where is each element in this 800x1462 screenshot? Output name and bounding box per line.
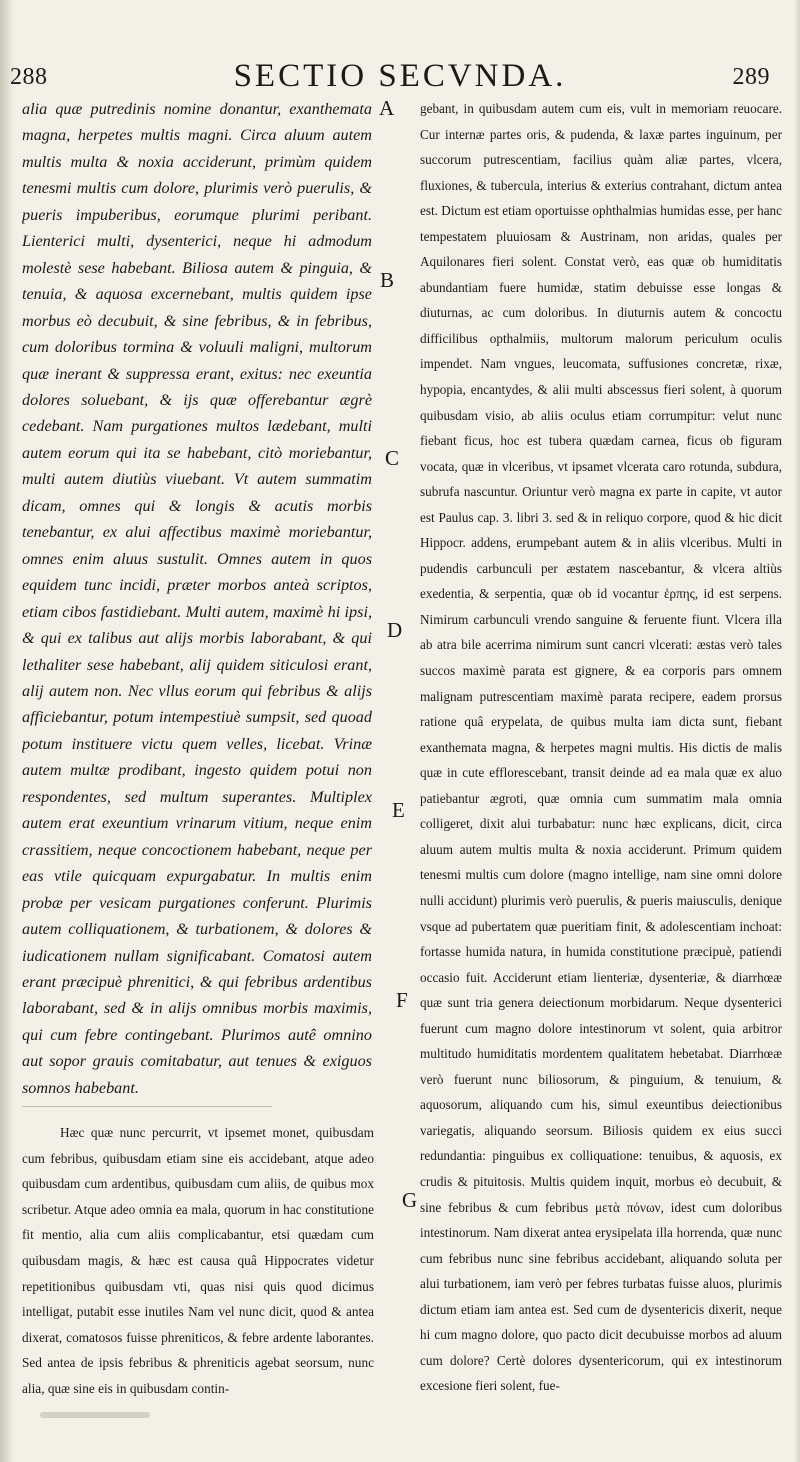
margin-marker-f: F (396, 988, 408, 1012)
margin-marker-a: A (379, 96, 395, 120)
left-page-number: 288 (10, 64, 48, 90)
margin-marker-d: D (387, 618, 403, 642)
right-page-number: 289 (732, 64, 770, 90)
page-gutter-shadow (0, 0, 14, 1462)
running-title: SECTIO SECVNDA. (233, 58, 567, 94)
commentary-paragraph: Hæc quæ nunc percurrit, vt ipsemet monet, quibusdam cum febribus, quibusdam etiam sine eis accidebant, atque adeo quibusdam cum ardentibus, quibusdam cum aliis, de quibus mox scribetur. Atque adeo omnia ea mala, quorum in hac constitutione fit mentio, alia cum aliis complicabantur, etsi quædam cum quibusdam magis, & hæc est causa quâ Hippocrates videtur repetitionibus quibusdam vti, quas nisi quis quod dicimus intelligat, putabit esse inutiles Nam vel nunc dicit, quod & antea dixerat, comatosos fuisse phreniticos, & febre ardente laborantes. Sed antea de ipsis febribus & phreniticis agebat seorsum, nunc alia, quæ sine eis in quibusdam contin- (22, 1125, 374, 1396)
left-column-hippocrates-text (22, 96, 372, 1111)
print-smudge (40, 1412, 150, 1418)
margin-marker-e: E (392, 798, 405, 822)
page-edge-shadow (794, 0, 800, 1462)
right-column-commentary (420, 96, 782, 1426)
section-divider (22, 1106, 272, 1107)
margin-marker-g: G (402, 1188, 418, 1212)
margin-marker-b: B (380, 268, 395, 292)
left-column-commentary (22, 1120, 374, 1420)
hippocrates-text-paragraph: alia quæ putredinis nomine donantur, exanthemata magna, herpetes multis magni. Circa aluum autem multis multa & noxia acciderunt, primùm quidem tenesmi multis cum dolore, plurimis verò puerulis, & pueris impuberibus, eorumque plurimi peribant. Lienterici multi, dysenterici, neque hi admodum molestè sese habebant. Biliosa autem & pinguia, & tenuia, & aquosa excernebant, multis quidem ipse morbus eò decubuit, & sine febribus, & in febribus, cum doloribus tormina & voluuli maligni, multorum quæ inerant & suppressa erant, exitus: nec exeuntia dolores soluebant, & ijs quæ offerebantur ægrè cedebant. Nam purgationes multos lædebant, multi autem eorum qui ita se habebant, citò moriebantur, multi autem diutiùs viuebant. Vt autem summatim dicam, omnes qui & longis & acutis morbis tenebantur, ex alui affectibus maximè moriebantur, omnes enim aluus sustulit. Omnes autem in quos equidem tunc incidi, præter morbos anteà scriptos, etiam cibos fastidiebant. Multi autem, maximè hi ipsi, & qui ex talibus aut alijs morbis laborabant, & qui lethaliter sese habebant, alij quidem siticulosi erant, alij autem non. Nec vllus eorum qui febribus & alijs afficiebantur, potum intempestiuè sumpsit, sed quoad potum instituere victu quem velles, licebat. Vrinæ autem multæ prodibant, ingesto quidem potui non respondentes, sed multum superantes. Multiplex autem erat exeuntium vrinarum vitium, neque enim crassitiem, neque concoctionem habebant, neque per eas vtile quicquam expurgabatur. In multis enim probæ per vesicam purgationes conferunt. Plurimis autem colliquationem, & turbationem, & dolores & iudicationem nullam significabant. Comatosi autem erant præcipuè phrenitici, & qui febribus ardentibus laborabant, sed & in alijs omnibus morbis maximis, qui cum febre contingebant. Plurimos autê omnino aut sopor grauis comitabatur, aut tenues & exiguos somnos habebant. (22, 100, 372, 1097)
page-header (10, 58, 790, 98)
commentary-continuation-paragraph: gebant, in quibusdam autem cum eis, vult in memoriam reuocare. Cur internæ partes oris, & pudenda, & laxæ partes inguinum, per succorum putrescentiam, facilius quàm aliæ partes, vlcera, fluxiones, & tubercula, interius & exterius contrahant, dictum antea est. Dictum est etiam oportuisse ophthalmias humidas esse, per hanc tempestatem pluuiosam & Austrinam, non aridas, quales per Aquilonares fieri solent. Constat verò, eas quæ ob humiditatis abundantiam fuere humidæ, statim debuisse esse longas & diuturnas, ac cum doloribus. In diuturnis autem & concoctu difficilibus opthalmiis, multorum malorum periculum oculis impendet. Nam vngues, leucomata, suffusiones concretæ, rixæ, hypopia, encantydes, & alii multi abscessus fieri solent, à quorum quibusdam visio, ab aliis oculus etiam corrumpitur: velut nunc fiebant ficus, hoc est tubera quædam carnea, ficus ob figuram vocata, quæ in vlceribus, vt ipsamet vlcerata caro rotunda, subdura, subrufa nascuntur. Oriuntur verò magna ex parte in capite, vt autor est Paulus cap. 3. libri 3. sed & in reliquo corpore, quod & hic dicit Hippocr. addens, erumpebant autem & in aliis vlceribus. Multi in pudendis carbunculi per æstatem nascebantur, & vlcera altiùs exedentia, & serpentia, quæ ob id vocantur ἑρπης, id est serpens. Nimirum carbunculi vrendo sanguine & feruente fiunt. Vlcera illa ab atra bile acerrima nimirum sunt cancri vlcerati: æstas verò tales succos maximè parata est gignere, & ea corporis pars omnem malignam putrescentiam maximè parata recipere, eadem prorsus ratione quâ erypelata, de quibus multa iam dicta sunt, fiebant exanthemata magna, & herpetes magni multis. His dictis de malis quæ in cute efflorescebant, transit deinde ad ea mala quæ ex aluo patiebantur ægroti, quæ omnia cum summatim mala omnia colligeret, dixit alui turbabatur: nunc hæc explicans, dicit, circa aluum autem multis multa & noxia acciderunt. Primum quidem tenesmi multis cum dolore (magno intellige, nam sine omni dolore nulli accidunt) plurimis verò puerulis, & pueris maiusculis, denique vsque ad pubertatem quæ pueritiam finit, & adolescentiam inchoat: fortasse humida natura, in humida constitutione præcipuè, patiendi occasio fuit. Acciderunt etiam lienteriæ, dysenteriæ, & diarrhœæ quæ sunt tria genera deiectionum morbidarum. Neque dysenterici fuerunt cum magno dolore intestinorum vt solent, quia arbitror multitudo humiditatis mordentem qualitatem hebetabat. Diarrhœæ verò fuerunt nunc biliosorum, & pinguium, & tenuium, & aquosorum, aliquando cum his, simul exeuntibus deiectionibus variegatis, aliquando seorsum. Biliosis quidem ex eius succi redundantia: pinguibus ex colliquatione: tenuibus, & aquosis, ex crudis & pituitosis. Multis quidem inquit, morbus eò decubuit, & sine febribus & cum febribus μετὰ πόνων, idest cum doloribus intestinorum. Nam dixerat antea erysipelata illa horrenda, quæ nunc cum febribus nunc sine febribus accidebant, aliquando soluta per alui turbationem, iam verò per febres turbatas fuisse aluos, plurimis dictum etiam iam antea est. Sed cum de dysentericis dixerit, neque hi cum magno dolore, quo pacto dicit decubuisse morbos ad aluum cum dolore? Certè dolores dysentericorum, qui ex intestinorum excesione fieri solent, fue- (420, 101, 782, 1394)
margin-marker-c: C (385, 446, 400, 470)
